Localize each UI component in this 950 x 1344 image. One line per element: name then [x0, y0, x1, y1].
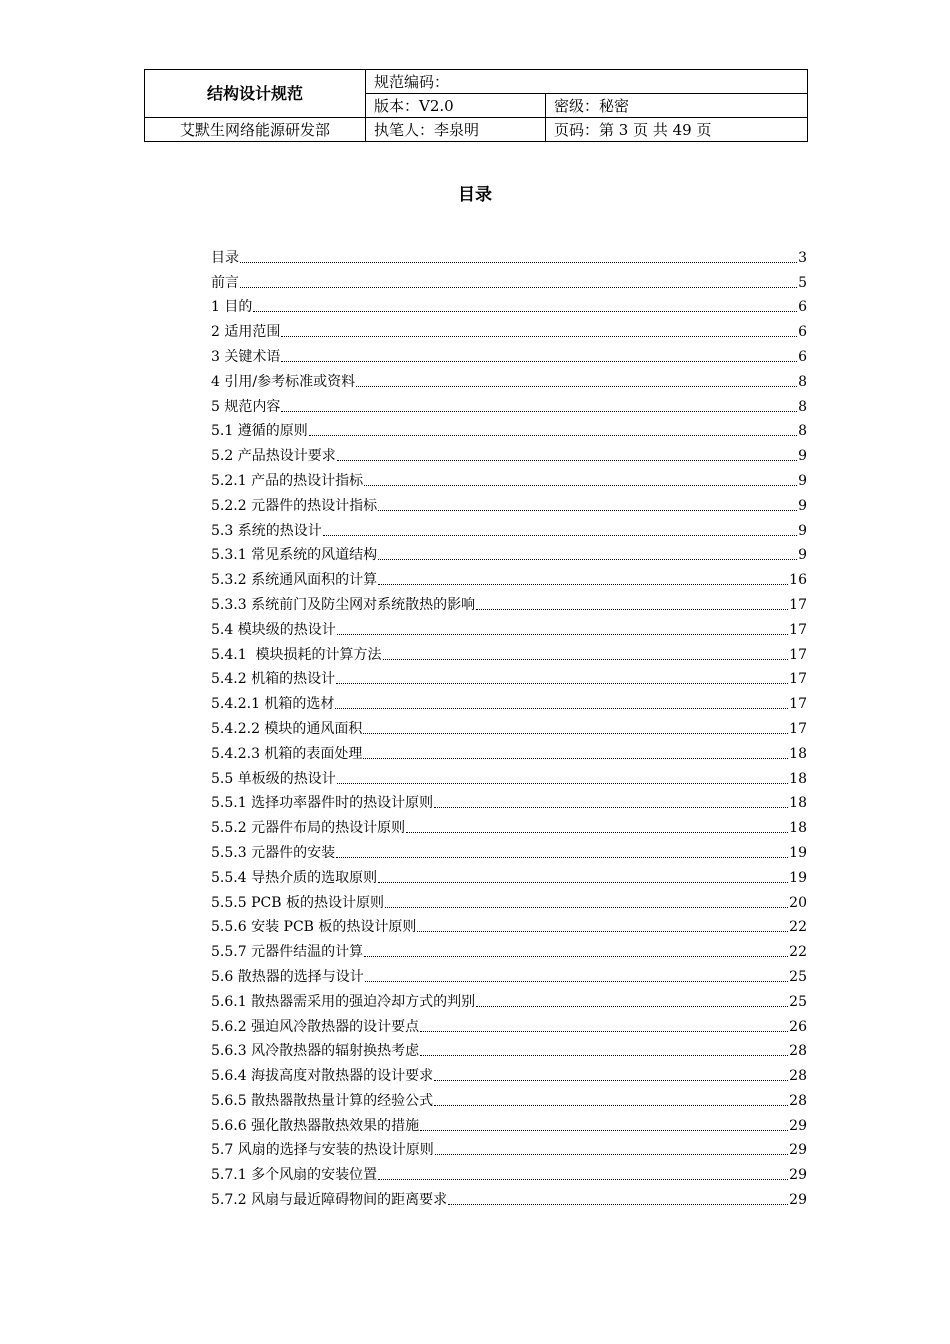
department-name: 艾默生网络能源研发部 [145, 118, 366, 142]
toc-dot-leader [434, 1104, 788, 1106]
toc-entry[interactable] [211, 540, 807, 565]
toc-dot-leader [420, 1054, 788, 1056]
toc-entry-page: 18 [789, 820, 807, 837]
toc-dot-leader [281, 410, 797, 412]
toc-dot-leader [337, 633, 788, 635]
toc-dot-leader [383, 658, 789, 660]
toc-entry[interactable] [211, 1184, 807, 1209]
toc-entry-title: 2 适用范围 [211, 324, 281, 341]
toc-entry-title: 5.2.1 产品的热设计指标 [211, 472, 364, 489]
toc-entry-title: 5.6 散热器的选择与设计 [211, 968, 364, 985]
toc-entry[interactable] [211, 1036, 807, 1061]
toc-dot-leader [448, 1203, 788, 1205]
toc-dot-leader [336, 856, 788, 858]
toc-dot-leader [378, 881, 788, 883]
toc-entry[interactable] [211, 564, 807, 589]
toc-dot-leader [378, 509, 797, 511]
toc-entry-page: 25 [789, 993, 807, 1010]
page-number: 页码：第 3 页 共 49 页 [546, 118, 808, 142]
toc-entry-page: 25 [789, 968, 807, 985]
toc-entry-page: 19 [789, 844, 807, 861]
toc-dot-leader [420, 1129, 788, 1131]
toc-entry-title: 5.2 产品热设计要求 [211, 448, 336, 465]
toc-entry-title: 4 引用/参考标准或资料 [211, 373, 356, 390]
toc-entry-title: 5.6.5 散热器散热量计算的经验公式 [211, 1092, 434, 1109]
toc-entry[interactable] [211, 664, 807, 689]
toc-entry-title: 5.6.3 风冷散热器的辐射换热考虑 [211, 1043, 420, 1060]
toc-entry-page: 17 [789, 621, 807, 638]
toc-entry-title: 5.1 遵循的原则 [211, 423, 308, 440]
toc-entry-title: 5.4.2.1 机箱的选材 [211, 696, 335, 713]
toc-entry[interactable] [211, 366, 807, 391]
toc-dot-leader [363, 732, 788, 734]
toc-entry-page: 18 [789, 795, 807, 812]
toc-entry-title: 5.4.1 模块损耗的计算方法 [211, 646, 382, 663]
toc-entry[interactable] [211, 1135, 807, 1160]
spec-code-label: 规范编码： [366, 70, 808, 94]
toc-dot-leader [337, 782, 788, 784]
toc-entry-page: 6 [798, 299, 807, 316]
toc-entry-title: 5.4.2.2 模块的通风面积 [211, 720, 363, 737]
toc-entry[interactable] [211, 341, 807, 366]
toc-dot-leader [435, 1153, 788, 1155]
toc-entry-page: 9 [798, 522, 807, 539]
toc-entry-title: 5.2.2 元器件的热设计指标 [211, 497, 378, 514]
toc-entry[interactable] [211, 688, 807, 713]
toc-dot-leader [385, 906, 788, 908]
toc-entry-page: 3 [798, 249, 807, 266]
toc-entry-title: 5.5 单板级的热设计 [211, 770, 336, 787]
toc-entry-page: 17 [789, 696, 807, 713]
toc-entry-page: 28 [789, 1043, 807, 1060]
toc-entry[interactable] [211, 267, 807, 292]
author-label: 执笔人：李泉明 [366, 118, 546, 142]
toc-entry-title: 5.5.2 元器件布局的热设计原则 [211, 820, 406, 837]
toc-entry-page: 16 [789, 572, 807, 589]
toc-entry[interactable] [211, 986, 807, 1011]
toc-entry-title: 5.3.1 常见系统的风道结构 [211, 547, 378, 564]
toc-entry[interactable] [211, 416, 807, 441]
toc-dot-leader [364, 484, 797, 486]
toc-entry-page: 29 [789, 1192, 807, 1209]
toc-dot-leader [476, 1005, 788, 1007]
toc-entry[interactable] [211, 614, 807, 639]
toc-dot-leader [378, 558, 797, 560]
toc-dot-leader [281, 335, 797, 337]
toc-dot-leader [378, 583, 788, 585]
toc-entry-page: 5 [798, 274, 807, 291]
toc-entry[interactable] [211, 837, 807, 862]
toc-entry-title: 5.5.5 PCB 板的热设计原则 [211, 894, 384, 911]
toc-entry-title: 5.3.2 系统通风面积的计算 [211, 572, 378, 589]
toc-entry-page: 28 [789, 1068, 807, 1085]
toc-entry-page: 17 [789, 720, 807, 737]
toc-entry[interactable] [211, 440, 807, 465]
security-level: 密级：秘密 [546, 94, 808, 118]
toc-entry-title: 5.5.3 元器件的安装 [211, 844, 336, 861]
toc-entry-title: 5.6.1 散热器需采用的强迫冷却方式的判别 [211, 993, 476, 1010]
toc-entry-title: 5.6.6 强化散热器散热效果的措施 [211, 1117, 420, 1134]
toc-dot-leader [253, 310, 797, 312]
toc-entry-page: 22 [789, 944, 807, 961]
document-title: 结构设计规范 [145, 70, 366, 118]
toc-entry[interactable] [211, 788, 807, 813]
toc-entry-title: 5 规范内容 [211, 398, 281, 415]
toc-entry-page: 9 [798, 497, 807, 514]
toc-entry-page: 29 [789, 1167, 807, 1184]
toc-entry[interactable] [211, 738, 807, 763]
toc-dot-leader [364, 955, 788, 957]
toc-dot-leader [356, 385, 797, 387]
toc-dot-leader [309, 434, 797, 436]
toc-dot-leader [434, 1079, 788, 1081]
toc-entry[interactable] [211, 490, 807, 515]
toc-dot-leader [363, 757, 788, 759]
toc-dot-leader [240, 286, 797, 288]
toc-entry-title: 5.4 模块级的热设计 [211, 621, 336, 638]
toc-dot-leader [365, 980, 788, 982]
toc-entry[interactable] [211, 242, 807, 267]
toc-entry-title: 5.3.3 系统前门及防尘网对系统散热的影响 [211, 596, 476, 613]
toc-entry-title: 5.5.4 导热介质的选取原则 [211, 869, 378, 886]
toc-entry[interactable] [211, 465, 807, 490]
toc-entry[interactable] [211, 887, 807, 912]
toc-entry[interactable] [211, 515, 807, 540]
toc-entry-title: 5.6.2 强迫风冷散热器的设计要点 [211, 1018, 420, 1035]
toc-entry[interactable] [211, 1085, 807, 1110]
toc-entry[interactable] [211, 1159, 807, 1184]
toc-entry-title: 5.7.2 风扇与最近障碍物间的距离要求 [211, 1192, 448, 1209]
toc-entry-page: 29 [789, 1117, 807, 1134]
toc-heading: 目录 [458, 185, 492, 205]
toc-entry-title: 5.6.4 海拔高度对散热器的设计要求 [211, 1068, 434, 1085]
toc-entry-page: 22 [789, 919, 807, 936]
version-label: 版本：V2.0 [366, 94, 546, 118]
toc-entry-page: 18 [789, 745, 807, 762]
toc-dot-leader [406, 831, 788, 833]
toc-entry[interactable] [211, 316, 807, 341]
toc-entry-page: 28 [789, 1092, 807, 1109]
toc-entry[interactable] [211, 912, 807, 937]
toc-entry-page: 8 [798, 398, 807, 415]
toc-entry-title: 5.5.7 元器件结温的计算 [211, 944, 364, 961]
toc-entry[interactable] [211, 639, 807, 664]
toc-entry-page: 29 [789, 1142, 807, 1159]
document-header-table [144, 69, 808, 142]
toc-entry-title: 5.5.1 选择功率器件时的热设计原则 [211, 795, 434, 812]
toc-entry[interactable] [211, 1011, 807, 1036]
toc-entry-page: 19 [789, 869, 807, 886]
toc-entry[interactable] [211, 936, 807, 961]
toc-dot-leader [378, 1178, 788, 1180]
toc-entry-title: 5.7 风扇的选择与安装的热设计原则 [211, 1142, 434, 1159]
toc-entry-title: 5.5.6 安装 PCB 板的热设计原则 [211, 919, 417, 936]
toc-entry-page: 9 [798, 472, 807, 489]
toc-dot-leader [417, 930, 788, 932]
toc-dot-leader [336, 682, 788, 684]
toc-entry-title: 5.4.2.3 机箱的表面处理 [211, 745, 363, 762]
toc-entry[interactable] [211, 589, 807, 614]
toc-entry[interactable] [211, 713, 807, 738]
toc-entry-page: 6 [798, 324, 807, 341]
toc-entry-page: 17 [789, 596, 807, 613]
toc-dot-leader [337, 459, 797, 461]
toc-entry-title: 5.4.2 机箱的热设计 [211, 671, 336, 688]
toc-entry-page: 9 [798, 547, 807, 564]
toc-entry[interactable] [211, 1110, 807, 1135]
toc-entry-page: 20 [789, 894, 807, 911]
toc-entry[interactable] [211, 862, 807, 887]
toc-entry[interactable] [211, 1060, 807, 1085]
toc-dot-leader [240, 261, 797, 263]
toc-entry-page: 9 [798, 448, 807, 465]
toc-entry-page: 17 [789, 671, 807, 688]
toc-entry-page: 8 [798, 373, 807, 390]
toc-entry-title: 1 目的 [211, 299, 253, 316]
toc-entry[interactable] [211, 292, 807, 317]
toc-dot-leader [323, 534, 797, 536]
toc-dot-leader [434, 806, 788, 808]
toc-dot-leader [420, 1030, 788, 1032]
toc-entry-page: 17 [789, 646, 807, 663]
toc-dot-leader [476, 608, 788, 610]
toc-entry-page: 26 [789, 1018, 807, 1035]
toc-entry-title: 目录 [211, 249, 239, 266]
toc-entry-page: 18 [789, 770, 807, 787]
toc-entry-page: 6 [798, 348, 807, 365]
toc-dot-leader [335, 707, 788, 709]
table-of-contents [211, 242, 807, 1209]
toc-entry-page: 8 [798, 423, 807, 440]
toc-entry[interactable] [211, 391, 807, 416]
toc-entry-title: 前言 [211, 274, 239, 291]
toc-entry[interactable] [211, 961, 807, 986]
toc-entry[interactable] [211, 763, 807, 788]
toc-entry[interactable] [211, 812, 807, 837]
toc-dot-leader [281, 360, 797, 362]
toc-entry-title: 5.7.1 多个风扇的安装位置 [211, 1167, 378, 1184]
toc-entry-title: 3 关键术语 [211, 348, 281, 365]
toc-entry-title: 5.3 系统的热设计 [211, 522, 322, 539]
